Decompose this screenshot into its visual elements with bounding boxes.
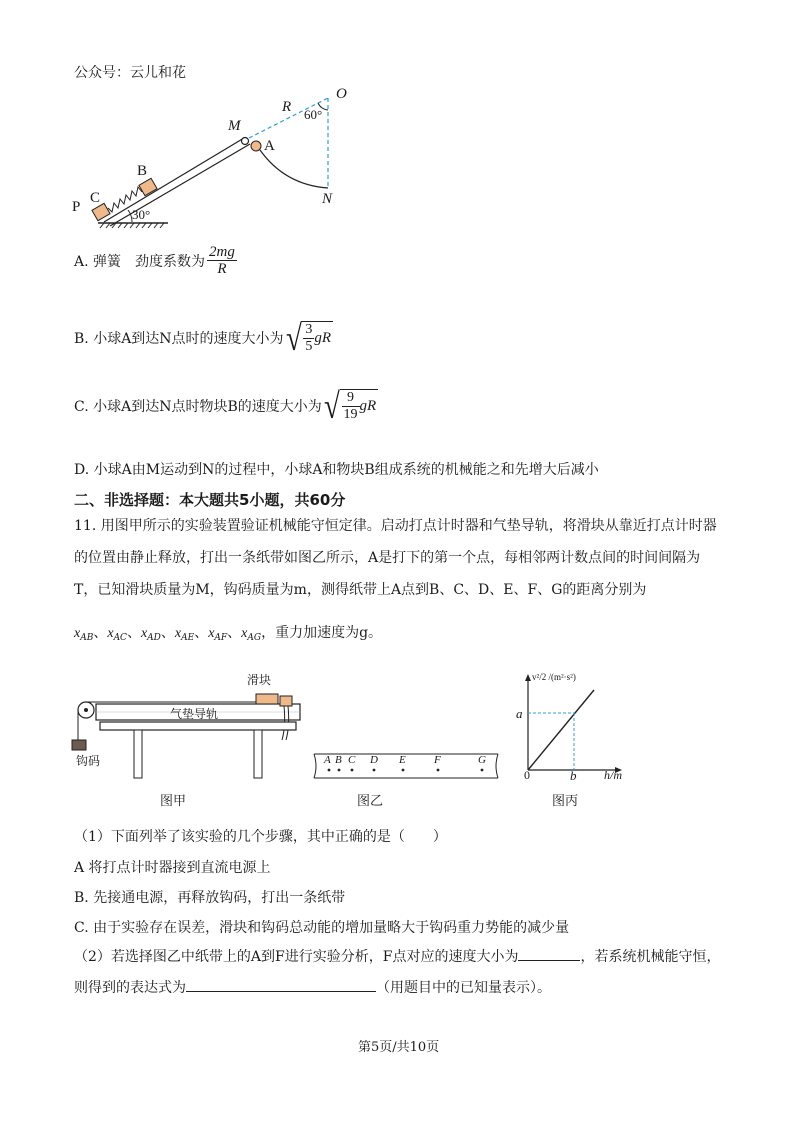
x-symbol: x	[74, 626, 81, 641]
tape-point-B: B	[335, 754, 342, 766]
frac-den: R	[217, 261, 227, 277]
graph-xlabel: h/m	[604, 768, 622, 782]
frac-num: 3	[305, 322, 313, 337]
label-slider: 滑块	[247, 673, 272, 687]
sqrt-tail: gR	[359, 398, 377, 414]
step1-question: （1）下面列举了该实验的几个步骤，其中正确的是（ ）	[74, 829, 447, 845]
graph-label-a: a	[516, 706, 523, 721]
step2-line2	[74, 977, 551, 997]
caption-yi: 图乙	[357, 794, 384, 809]
label-weight: 钩码	[76, 754, 101, 768]
label-60: 60°	[304, 107, 323, 122]
separator: 、	[227, 625, 242, 641]
frac-den: 5	[305, 339, 313, 354]
graph-ylabel: v²/2 /(m²·s²)	[532, 672, 576, 682]
sqrt-tail: gR	[314, 330, 331, 346]
tape-point-C: C	[348, 754, 356, 766]
x-symbol: x	[241, 626, 248, 641]
answer-blank-expression[interactable]	[186, 977, 376, 992]
label-A: A	[264, 138, 275, 154]
label-N: N	[322, 191, 333, 207]
page-footer: 第5页/共10页	[358, 1040, 440, 1055]
step2-text-d: （用题目中的已知量表示）。	[376, 980, 551, 996]
option-b-sqrt: √ $\frac{3}{5}$ gR	[285, 318, 331, 358]
subscript: AF	[214, 633, 228, 643]
figure-incline-rod	[0, 80, 800, 320]
label-O: O	[336, 86, 347, 102]
subscript: AD	[147, 633, 161, 643]
tape-point-E: E	[399, 754, 406, 766]
caption-bing: 图丙	[552, 794, 579, 809]
tape-point-G: G	[478, 754, 486, 766]
step2-line1	[74, 946, 720, 966]
label-track: 气垫导轨	[170, 707, 219, 721]
option-b	[74, 320, 333, 356]
q11-line4-tail: ，重力加速度为g。	[261, 625, 383, 641]
q11-line2: 的位置由静止释放，打出一条纸带如图乙所示，A是打下的第一个点，每相邻两计数点间的时间间隔为	[74, 550, 701, 566]
option-c-text: C. 小球A到达N点时物块B的速度大小为	[74, 399, 322, 415]
step2-text-a: （2）若选择图乙中纸带上的A到F进行实验分析，F点对应的速度大小为	[74, 949, 519, 965]
label-P: P	[72, 199, 81, 215]
figure-air-track	[70, 676, 330, 786]
subscript: AG	[247, 633, 262, 643]
label-R: R	[282, 99, 292, 115]
q11-line4	[74, 622, 382, 643]
tape-point-D: D	[370, 754, 378, 766]
step1-option-a: A 将打点计时器接到直流电源上	[74, 860, 271, 876]
label-B: B	[137, 163, 148, 179]
step1-option-c: C. 由于实验存在误差，滑块和钩码总动能的增加量略大于钩码重力势能的减少量	[74, 920, 570, 936]
x-symbol: x	[140, 626, 148, 641]
subscript: AC	[113, 633, 127, 643]
q11-line1: 11. 用图甲所示的实验装置验证机械能守恒定律。启动打点计时器和气垫导轨，将滑块从靠近打点计时器	[74, 518, 717, 534]
section-heading: 二、非选择题：本大题共5小题，共60分	[74, 491, 346, 509]
label-C: C	[90, 190, 101, 206]
label-30: 30°	[132, 207, 151, 222]
subscript: AE	[181, 633, 195, 643]
separator: 、	[194, 625, 209, 641]
x-symbol: x	[174, 626, 182, 641]
x-symbol: x	[107, 626, 114, 641]
separator: 、	[126, 625, 141, 641]
option-a	[74, 244, 237, 277]
option-b-text: B. 小球A到达N点时的速度大小为	[74, 331, 284, 347]
tape-point-F: F	[434, 754, 441, 766]
option-c-sqrt: √ $\frac{9}{19}$ gR	[323, 386, 377, 426]
separator: 、	[93, 625, 108, 641]
option-c	[74, 388, 378, 424]
frac-den: 19	[343, 407, 358, 422]
tape-point-A: A	[324, 754, 331, 766]
frac-num: 2mg	[209, 244, 235, 260]
q11-line3: T，已知滑块质量为M，钩码质量为m，测得纸带上A点到B、C、D、E、F、G的距离分别为	[74, 582, 647, 598]
x-symbol: x	[208, 626, 215, 641]
subscript: AB	[80, 633, 94, 643]
step2-text-c: 则得到的表达式为	[74, 980, 186, 996]
label-M: M	[228, 118, 241, 134]
step1-option-b: B. 先接通电源，再释放钩码，打出一条纸带	[74, 890, 346, 906]
option-d: D. 小球A由M运动到N的过程中，小球A和物块B组成系统的机械能之和先增大后减小	[74, 462, 599, 478]
graph-label-b: b	[570, 768, 577, 783]
frac-num: 9	[342, 390, 360, 407]
step2-text-b: ，若系统机械能守恒，	[580, 949, 721, 965]
option-a-fraction	[207, 244, 237, 277]
figure-v2-h-graph	[514, 668, 644, 788]
watermark: 公众号：云儿和花	[74, 65, 186, 81]
separator: 、	[160, 625, 175, 641]
caption-jia: 图甲	[160, 794, 187, 809]
option-a-text: A. 弹簧 劲度系数为	[74, 253, 206, 270]
answer-blank-velocity[interactable]	[518, 946, 580, 961]
graph-origin: 0	[524, 768, 530, 782]
